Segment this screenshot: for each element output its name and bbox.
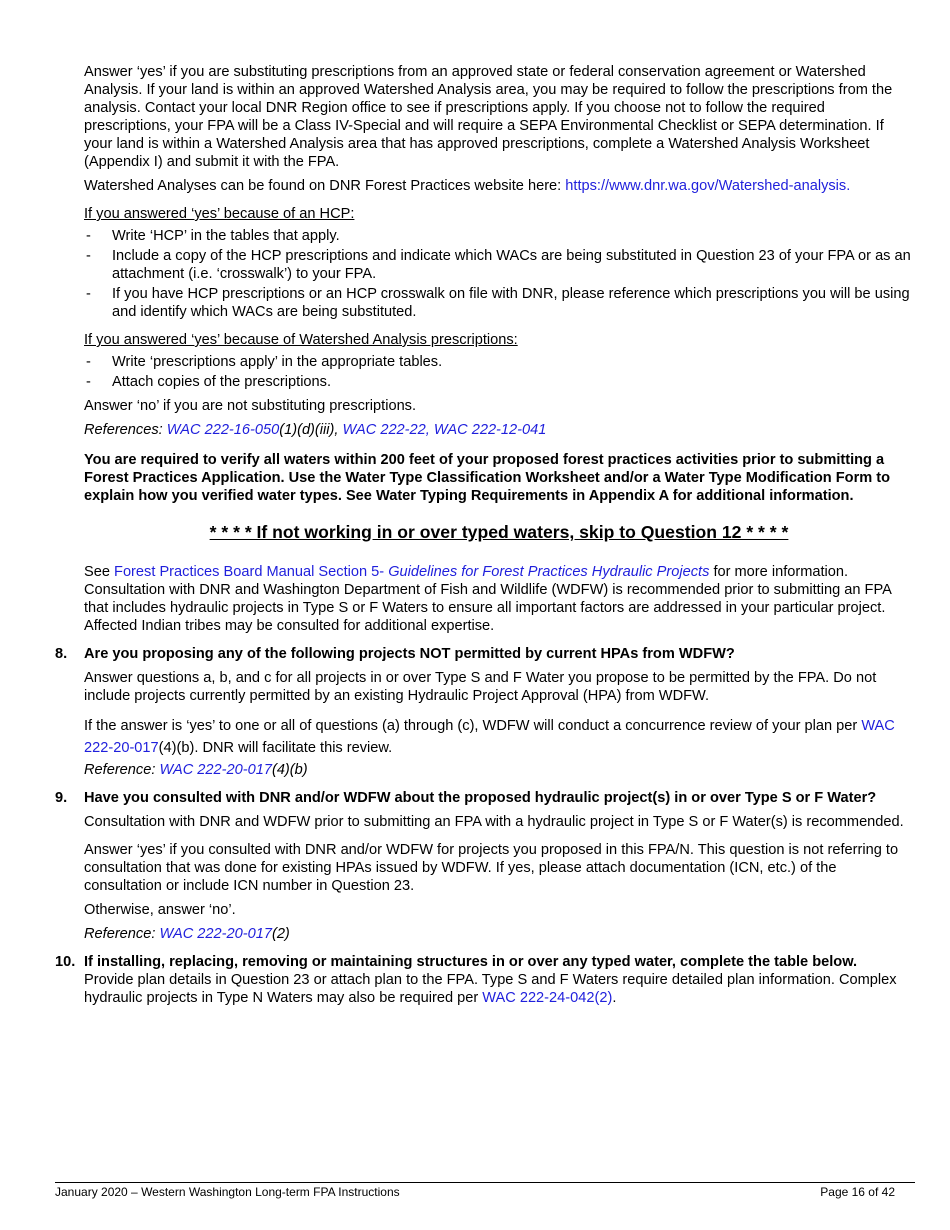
see-board-manual-paragraph: See Forest Practices Board Manual Section 5- Guidelines for Forest Practices Hydraulic Projects for more information. Consultation with DNR and Washington Department of Fish and Wildlife (WDFW) is recommended prior to submitting an FPA that includes hydraulic projects in Type S or F Waters to ensure all important factors are addressed in your particular project. Affected Indian tribes may be consulted for additional expertise. [84, 564, 892, 634]
question-body: Consultation with DNR and WDFW prior to submitting an FPA with a hydraulic project in Type S or F Water(s) is recommended. [84, 814, 904, 830]
wac-222-24-042-link[interactable]: WAC 222-24-042(2) [482, 990, 613, 1006]
watershed-heading: If you answered ‘yes’ because of Watershed Analysis prescriptions: [84, 332, 518, 348]
watershed-item: - Attach copies of the prescriptions. [84, 373, 914, 391]
verify-waters-notice: You are required to verify all waters within 200 feet of your proposed forest practices activities prior to submitting a Forest Practices Application. Use the Water Type Classification Worksheet and/or a Water Type Modification Form to explain how you verified water types. See Water Typing Requirements in Appendix A for additional information. [84, 452, 891, 504]
watershed-analysis-link[interactable]: https://www.dnr.wa.gov/Watershed-analysis. [565, 178, 851, 194]
question-number: 9. [55, 790, 68, 806]
question-9 [55, 789, 914, 943]
question-8 [55, 645, 914, 779]
question-reference: Reference: WAC 222-20-017(4)(b) [84, 762, 308, 778]
intro-paragraph: Answer ‘yes’ if you are substituting prescriptions from an approved state or federal conservation agreement or Watershed Analysis. If your land is within an approved Watershed Analysis area, you may be required to follow the prescriptions from the analysis. Contact your local DNR Region office to see if prescriptions apply. If you choose not to follow the required prescriptions, your FPA will be a Class IV-Special and will require a SEPA Environmental Checklist or SEPA determination. If your land is within a Watershed Analysis area that has approved prescriptions, complete a Watershed Analysis Worksheet (Appendix I) and submit it with the FPA. [84, 64, 893, 170]
hcp-item: - Include a copy of the HCP prescriptions and indicate which WACs are being substituted in Question 23 of your FPA or as an attachment (i.e. ‘crosswalk’) to your FPA. [84, 247, 914, 283]
question-body: If the answer is ‘yes’ to one or all of questions (a) through (c), WDFW will conduct a concurrence review of your plan per WAC 222-20-017(4)(b). DNR will facilitate this review. [84, 718, 895, 756]
question-reference: Reference: WAC 222-20-017(2) [84, 926, 290, 942]
watershed-item: - Write ‘prescriptions apply’ in the appropriate tables. [84, 353, 914, 371]
page-number: Page 16 of 42 [820, 1185, 895, 1199]
wac-222-22-link[interactable]: WAC 222-22, WAC 222-12-041 [342, 422, 547, 438]
skip-banner: * * * * If not working in or over typed waters, skip to Question 12 * * * * [209, 522, 789, 542]
wac-222-20-017-link[interactable]: WAC 222-20-017 [84, 718, 895, 756]
question-title: If installing, replacing, removing or maintaining structures in or over any typed water, complete the table below. [84, 954, 858, 970]
question-title: Are you proposing any of the following projects NOT permitted by current HPAs from WDFW? [84, 646, 735, 662]
hcp-item: - Write ‘HCP’ in the tables that apply. [84, 227, 914, 245]
hcp-heading: If you answered ‘yes’ because of an HCP: [84, 206, 355, 222]
board-manual-link[interactable]: Forest Practices Board Manual Section 5- Guidelines for Forest Practices Hydraulic Projects [114, 564, 710, 580]
question-body: Provide plan details in Question 23 or attach plan to the FPA. Type S and F Waters require detailed plan information. Complex hydraulic projects in Type N Waters may also be required per WAC 222-24-042(2). [84, 972, 897, 1006]
document-page [55, 63, 914, 1013]
question-number: 10. [55, 954, 76, 970]
question-10 [55, 953, 914, 1007]
hcp-item: - If you have HCP prescriptions or an HCP crosswalk on file with DNR, please reference which prescriptions you will be using and identify which WACs are being substituted. [84, 285, 914, 321]
hcp-list [84, 227, 914, 321]
question-body: Otherwise, answer ‘no’. [84, 902, 236, 918]
footer-title: January 2020 – Western Washington Long-term FPA Instructions [55, 1185, 400, 1199]
wac-222-20-017-link[interactable]: WAC 222-20-017 [159, 926, 272, 942]
no-answer-text: Answer ‘no’ if you are not substituting prescriptions. [84, 398, 417, 414]
question-title: Have you consulted with DNR and/or WDFW about the proposed hydraulic project(s) in or over Type S or F Water? [84, 790, 877, 806]
page-footer [55, 1182, 915, 1199]
watershed-list [84, 353, 914, 391]
wac-222-20-017-link[interactable]: WAC 222-20-017 [159, 762, 272, 778]
question-body: Answer questions a, b, and c for all projects in or over Type S and F Water you propose to be permitted by the FPA. Do not include projects currently permitted by an existing Hydraulic Project Approval (HPA) from WDFW. [84, 670, 877, 704]
question-number: 8. [55, 646, 68, 662]
wac-222-16-050-link[interactable]: WAC 222-16-050 [166, 422, 280, 438]
watershed-link-paragraph: Watershed Analyses can be found on DNR Forest Practices website here: https://www.dnr.wa.gov/Watershed-analysis. [84, 178, 851, 194]
question-body: Answer ‘yes’ if you consulted with DNR and/or WDFW for projects you proposed in this FPA/N. This question is not referring to consultation that was done for existing HPAs issued by WDFW. If yes, please attach documentation (ICN, etc.) of the consultation or include ICN number in Question 23. [84, 842, 899, 894]
references-line: References: WAC 222-16-050(1)(d)(iii), WAC 222-22, WAC 222-12-041 [84, 422, 547, 438]
